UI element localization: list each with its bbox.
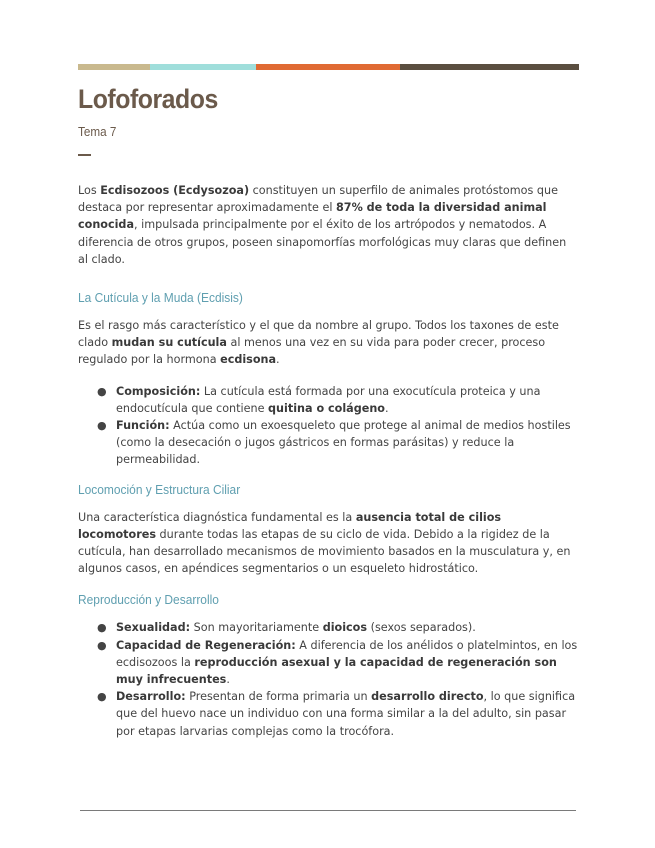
color-bar-segment-tan [78, 64, 150, 70]
section-heading-cuticula: La Cutícula y la Muda (Ecdisis) [78, 290, 243, 306]
document-page [78, 64, 579, 740]
cuticula-paragraph: Es el rasgo más característico y el que da nombre al grupo. Todos los taxones de este clado mudan su cutícula al menos una vez en su vida para poder crecer, proceso regulado por la hormona ecdisona. [78, 319, 559, 367]
document-subtitle: Tema 7 [78, 124, 117, 139]
list-item: ● Capacidad de Regeneración: A diferencia de los anélidos o platelmintos, en los ecdisozoos la reproducción asexual y la capacidad de regeneración son muy infrecuentes. [97, 638, 578, 687]
document-title: Lofoforados [78, 84, 218, 114]
color-bar-segment-orange [256, 64, 400, 70]
list-item: ● Composición: La cutícula está formada por una exocutícula proteica y una endocutícula que contiene quitina o colágeno. [97, 384, 541, 415]
bullet-icon: ● [97, 621, 107, 635]
section-heading-locomocion: Locomoción y Estructura Ciliar [78, 481, 241, 497]
color-bar-segment-teal [150, 64, 256, 70]
list-item: ● Sexualidad: Son mayoritariamente dioicos (sexos separados). [78, 619, 579, 636]
locomocion-paragraph: Una característica diagnóstica fundamental es la ausencia total de cilios locomotores durante todas las etapas de su ciclo de vida. Debido a la rigidez de la cutícula, han desarrollado mecanismos de movimiento basados en la musculatura y, en algunos casos, en apéndices segmentarios o un esqueleto hidrostático. [78, 510, 571, 576]
bullet-icon: ● [97, 690, 107, 704]
bullet-icon: ● [97, 638, 107, 652]
section-heading-reproduccion: Reproducción y Desarrollo [78, 592, 219, 608]
bullet-icon: ● [97, 384, 107, 398]
footer-divider [80, 810, 576, 811]
intro-paragraph: Los Ecdisozoos (Ecdysozoa) constituyen un superfilo de animales protóstomos que destaca por representar aproximadamente el 87% de toda la diversidad animal conocida, impulsada principalmente por el éxito de los artrópodos y nematodos. A diferencia de otros grupos, poseen sinapomorfías morfológicas muy claras que definen al clado. [78, 184, 567, 266]
list-item: ● Función: Actúa como un exoesqueleto que protege al animal de medios hostiles (como la desecación o jugos gástricos en formas parásitas) y reduce la permeabilidad. [97, 419, 571, 467]
cuticula-list [78, 383, 579, 469]
color-bar-segment-brown [400, 64, 579, 70]
reproduccion-list [78, 619, 579, 739]
header-color-bar [78, 64, 579, 70]
title-dash-divider [78, 154, 91, 156]
list-item: ● Desarrollo: Presentan de forma primaria un desarrollo directo, lo que significa que del huevo nace un individuo con una forma similar a la del adulto, sin pasar por etapas larvarias complejas como la trocófora. [97, 690, 576, 738]
bullet-icon: ● [97, 419, 107, 433]
